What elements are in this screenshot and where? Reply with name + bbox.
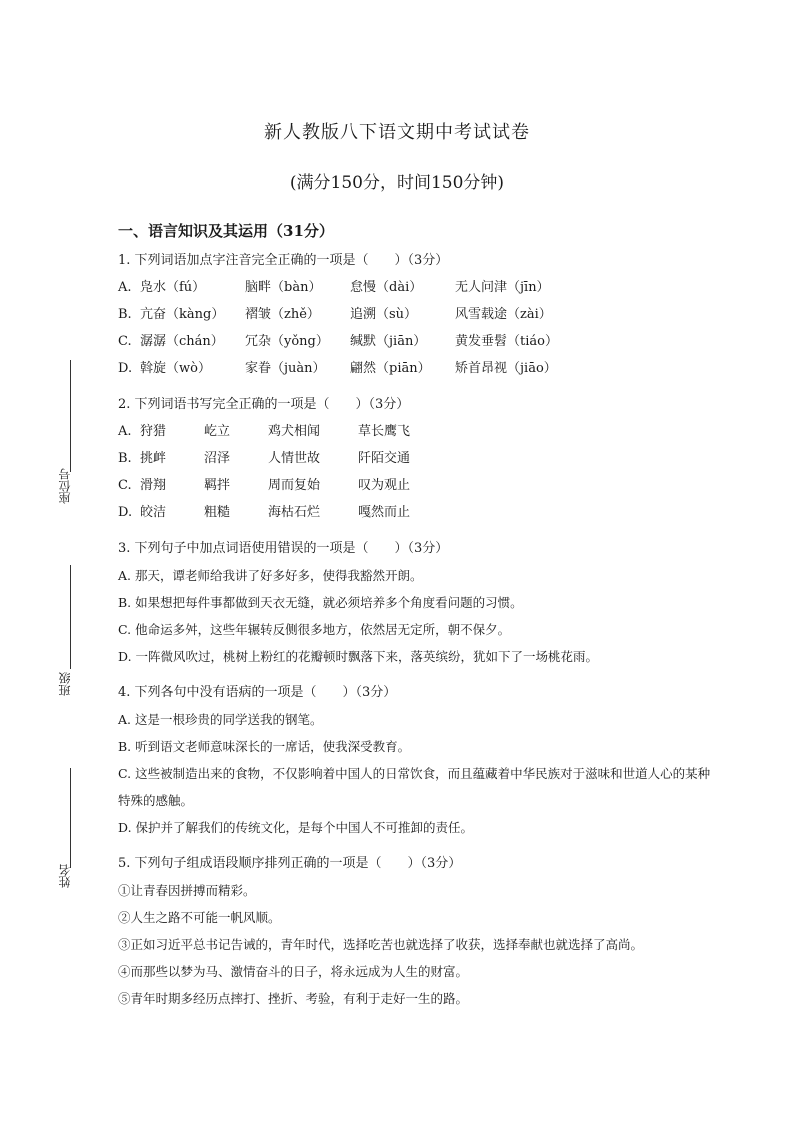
- question-5: [118, 851, 718, 1012]
- question-stem: 3. 下列句子中加点词语使用错误的一项是（ ）（3分）: [118, 541, 449, 556]
- option-letter: C.: [118, 478, 132, 493]
- option-row-a: [118, 274, 718, 301]
- option-row-b: [118, 301, 718, 328]
- option-letter: C.: [118, 334, 132, 349]
- option-item: 皎洁: [140, 505, 167, 520]
- option-row-b: [118, 445, 718, 472]
- option-item: 嘎然而止: [358, 505, 411, 520]
- option-letter: B.: [118, 307, 132, 322]
- option-item: 家眷（juàn）: [245, 361, 326, 376]
- option-item: 滑翔: [140, 478, 167, 493]
- option-row-a: [118, 418, 718, 445]
- seat-label: 座位号: [58, 468, 72, 504]
- sentence-line: ④而那些以梦为马、激情奋斗的日子，将永远成为人生的财富。: [118, 964, 469, 979]
- sentence-line: ②人生之路不可能一帆风顺。: [118, 910, 281, 925]
- option-item: 斡旋（wò）: [140, 361, 211, 376]
- option-item: 人情世故: [268, 451, 321, 466]
- option-item: 追溯（sù）: [350, 307, 418, 322]
- name-underline: [70, 768, 71, 868]
- name-label: 姓名: [58, 864, 72, 888]
- option-item: 怠慢（dài）: [350, 280, 423, 295]
- option-letter: B.: [118, 451, 132, 466]
- option-line: D. 一阵微风吹过，桃树上粉红的花瓣顿时飘落下来，落英缤纷，犹如下了一场桃花雨。: [118, 649, 599, 664]
- question-3: [118, 536, 718, 670]
- option-item: 潺潺（chán）: [140, 334, 224, 349]
- option-item: 狩猎: [140, 424, 167, 439]
- option-item: 矫首昂视（jiāo）: [455, 361, 557, 376]
- option-line: C. 他命运多舛，这些年辗转反侧很多地方，依然居无定所，朝不保夕。: [118, 622, 511, 637]
- option-item: 凫水（fú）: [140, 280, 206, 295]
- option-letter: D.: [118, 505, 133, 520]
- option-row-c: [118, 328, 718, 355]
- option-item: 挑衅: [140, 451, 167, 466]
- questions-area: [118, 248, 718, 1022]
- option-item: 粗糙: [204, 505, 231, 520]
- seat-underline: [70, 360, 71, 472]
- option-item: 翩然（piān）: [350, 361, 431, 376]
- option-line: B. 如果想把每件事都做到天衣无缝，就必须培养多个角度看问题的习惯。: [118, 595, 523, 610]
- option-item: 黄发垂髫（tiáo）: [455, 334, 558, 349]
- question-stem: 1. 下列词语加点字注音完全正确的一项是（ ）（3分）: [118, 253, 449, 268]
- option-row-d: [118, 499, 718, 526]
- option-item: 草长鹰飞: [358, 424, 411, 439]
- option-item: 无人问津（jīn）: [455, 280, 550, 295]
- question-4: [118, 680, 718, 841]
- option-letter: A.: [118, 424, 132, 439]
- option-item: 海枯石烂: [268, 505, 321, 520]
- option-row-d: [118, 355, 718, 382]
- option-line: B. 听到语文老师意味深长的一席话，使我深受教育。: [118, 739, 411, 754]
- option-item: 周而复始: [268, 478, 321, 493]
- sentence-line: ⑤青年时期多经历点摔打、挫折、考验，有利于走好一生的路。: [118, 991, 469, 1006]
- option-item: 阡陌交通: [358, 451, 411, 466]
- option-item: 亢奋（kàng）: [140, 307, 225, 322]
- option-item: 缄默（jiān）: [350, 334, 427, 349]
- sentence-line: ①让青春因拼搏而精彩。: [118, 883, 256, 898]
- option-letter: A.: [118, 280, 132, 295]
- option-item: 屹立: [204, 424, 231, 439]
- option-item: 叹为观止: [358, 478, 411, 493]
- page-title: 新人教版八下语文期中考试试卷: [264, 122, 530, 143]
- option-line: C. 这些被制造出来的食物，不仅影响着中国人的日常饮食，而且蕴藏着中华民族对于滋味和世道人心的某种特殊的感触。: [118, 766, 711, 808]
- sentence-line: ③正如习近平总书记告诫的，青年时代，选择吃苦也就选择了收获，选择奉献也就选择了高尚。: [118, 937, 644, 952]
- question-stem: 2. 下列词语书写完全正确的一项是（ ）（3分）: [118, 397, 410, 412]
- option-item: 鸡犬相闻: [268, 424, 321, 439]
- question-2: [118, 392, 718, 526]
- option-item: 脑畔（bàn）: [245, 280, 322, 295]
- page-subtitle: (满分150分，时间150分钟): [289, 173, 505, 193]
- question-1: [118, 248, 718, 382]
- question-stem: 5. 下列句子组成语段顺序排列正确的一项是（ ）（3分）: [118, 856, 462, 871]
- class-underline: [70, 565, 71, 669]
- option-item: 风雪载途（zài）: [455, 307, 552, 322]
- option-row-c: [118, 472, 718, 499]
- question-stem: 4. 下列各句中没有语病的一项是（ ）（3分）: [118, 685, 397, 700]
- option-item: 羁拌: [204, 478, 231, 493]
- option-line: A. 这是一根珍贵的同学送我的钢笔。: [118, 712, 323, 727]
- option-line: A. 那天，谭老师给我讲了好多好多，使得我豁然开朗。: [118, 568, 423, 583]
- option-letter: D.: [118, 361, 133, 376]
- class-label: 班级: [58, 672, 72, 696]
- section-heading: 一、语言知识及其运用（31分）: [118, 222, 334, 240]
- option-item: 冗杂（yǒng）: [245, 334, 329, 349]
- option-line: D. 保护并了解我们的传统文化，是每个中国人不可推卸的责任。: [118, 820, 474, 835]
- option-item: 沼泽: [204, 451, 231, 466]
- option-item: 褶皱（zhě）: [245, 307, 320, 322]
